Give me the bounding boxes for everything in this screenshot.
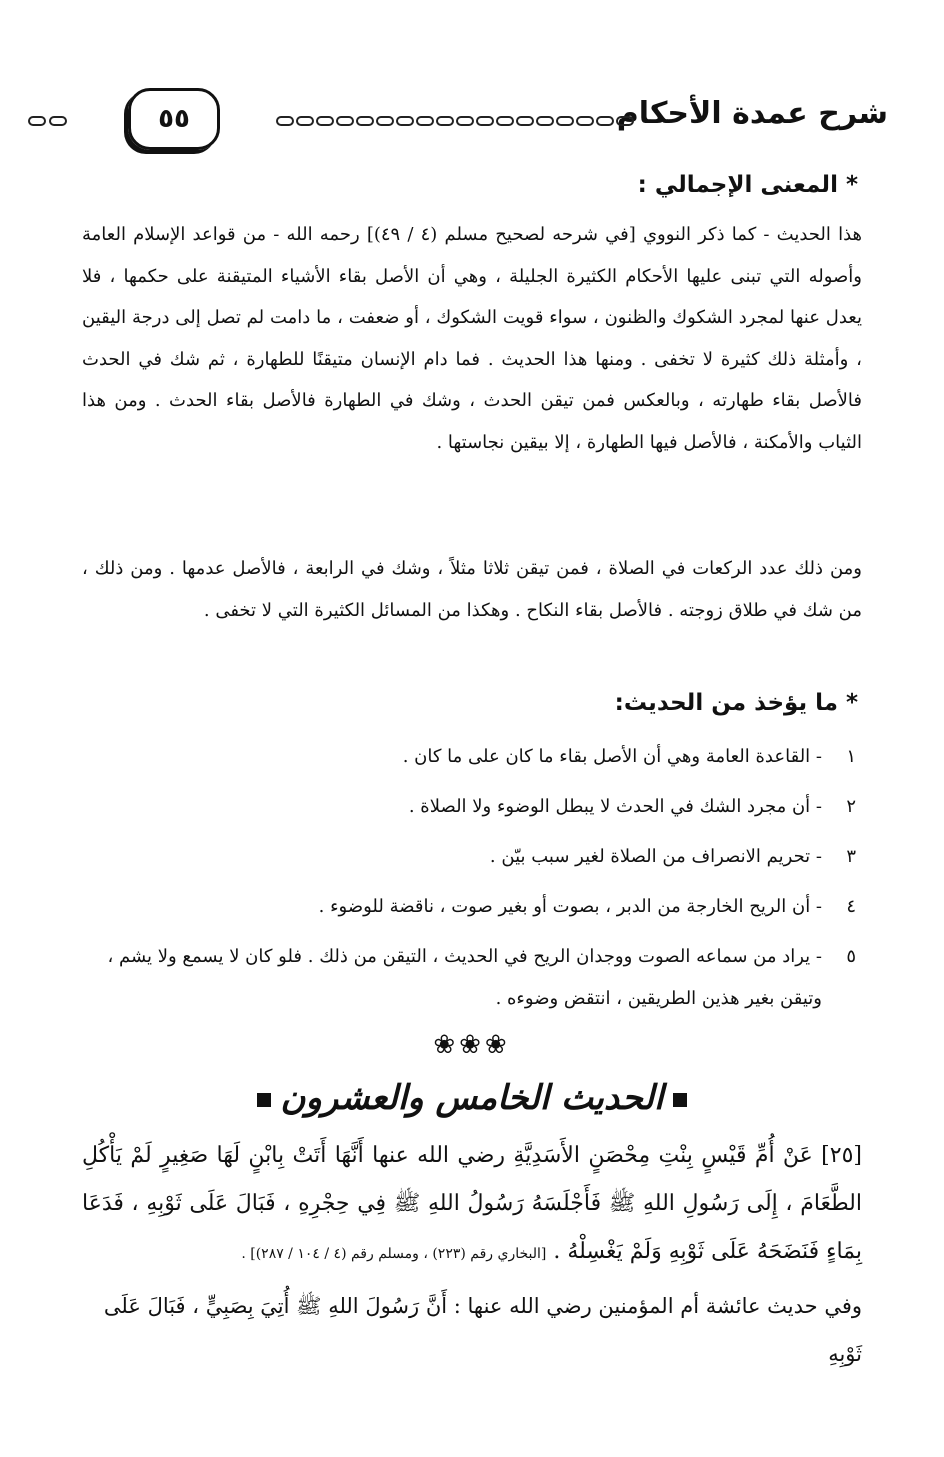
summary-paragraph-1: هذا الحديث - كما ذكر النووي [في شرحه لصحيح مسلم (٤ / ٤٩)] رحمه الله - من قواعد الإسلام العامة وأصوله التي تبنى عليها الأحكام الكثيرة الجليلة ، وهي أن الأصل بقاء الأشياء المتيقنة على حكمها ، فلا يعدل عنها لمجرد الشكوك والظنون ، سواء قويت الشكوك ، أو ضعفت ، ما دامت لم تصل إلى درجة اليقين ، وأمثلة ذلك كثيرة لا تخفى . ومنها هذا الحديث . فما دام الإنسان متيقنًا للطهارة ، ثم شك في الحدث فالأصل بقاء طهارته ، وبالعكس فمن تيقن الحدث ، وشك في الطهارة فالأصل بقاء الحدث . ومن هذا الثياب والأمكنة ، فالأصل فيها الطهارة ، إلا بيقين نجاستها . [82,224,863,453]
hadith-continuation: وفي حديث عائشة أم المؤمنين رضي الله عنها : أَنَّ رَسُولَ اللهِ ﷺ أُتِيَ بِصَبِيٍّ ، فَبَالَ عَلَى ثَوْبِهِ [103,1294,862,1366]
lessons-heading: * ما يؤخذ من الحديث: [614,690,858,716]
list-item: ٤ - أن الريح الخارجة من الدبر ، بصوت أو بغير صوت ، ناقضة للوضوء . [318,896,856,917]
book-title: شرح عمدة الأحكام [616,96,888,131]
list-item: ٣ - تحريم الانصراف من الصلاة لغير سبب بيّن . [489,846,856,867]
square-bullet-icon [673,1093,687,1107]
list-item: ١ - القاعدة العامة وهي أن الأصل بقاء ما كان على ما كان . [402,746,856,767]
list-item: ٢ - أن مجرد الشك في الحدث لا يبطل الوضوء ولا الصلاة . [408,796,856,817]
page-number: ٥٥ [128,88,220,150]
hadith-source: [البخاري رقم (٢٢٣) ، ومسلم رقم (٤ / ١٠٤ / ٢٨٧)] . [241,1246,547,1262]
summary-heading: * المعنى الإجمالي : [637,172,858,198]
square-bullet-icon [257,1093,271,1107]
list-item: ٥ - يراد من سماعه الصوت ووجدان الريح في الحديث ، التيقن من ذلك . فلو كان لا يسمع ولا يشم ، وتيقن بغير هذين الطريقين ، انتقض وضوءه . [107,946,856,1009]
header-ornament-small [28,116,67,126]
hadith-title [0,1078,944,1118]
page-header [28,88,888,158]
lessons-list [86,732,856,1020]
hadith-body: [٢٥] عَنْ أُمِّ قَيْسٍ بِنْتِ مِحْصَنٍ الأَسَدِيَّةِ رضي الله عنها أَنَّهَا أَتَتْ بِابْنٍ لَهَا صَغِيرٍ لَمْ يَأْكُلِ الطَّعَامَ ، إِلَى رَسُولِ اللهِ ﷺ فَأَجْلَسَهُ رَسُولُ اللهِ ﷺ فِي حِجْرِهِ ، فَبَالَ عَلَى ثَوْبِهِ ، فَدَعَا بِمَاءٍ فَنَضَحَهُ عَلَى ثَوْبِهِ وَلَمْ يَغْسِلْهُ . [82,1143,863,1264]
hadith-text [82,1132,862,1278]
header-ornament [276,116,636,130]
hadith-title-text: الحديث الخامس والعشرون [280,1078,664,1118]
summary-paragraph-2: ومن ذلك عدد الركعات في الصلاة ، فمن تيقن ثلاثا مثلاً ، وشك في الرابعة ، فالأصل عدمها . ومن ذلك ، من شك في طلاق زوجته . فالأصل بقاء النكاح . وهكذا من المسائل الكثيرة التي لا تخفى . [82,558,862,621]
section-divider: ❀❀❀ [433,1030,511,1060]
